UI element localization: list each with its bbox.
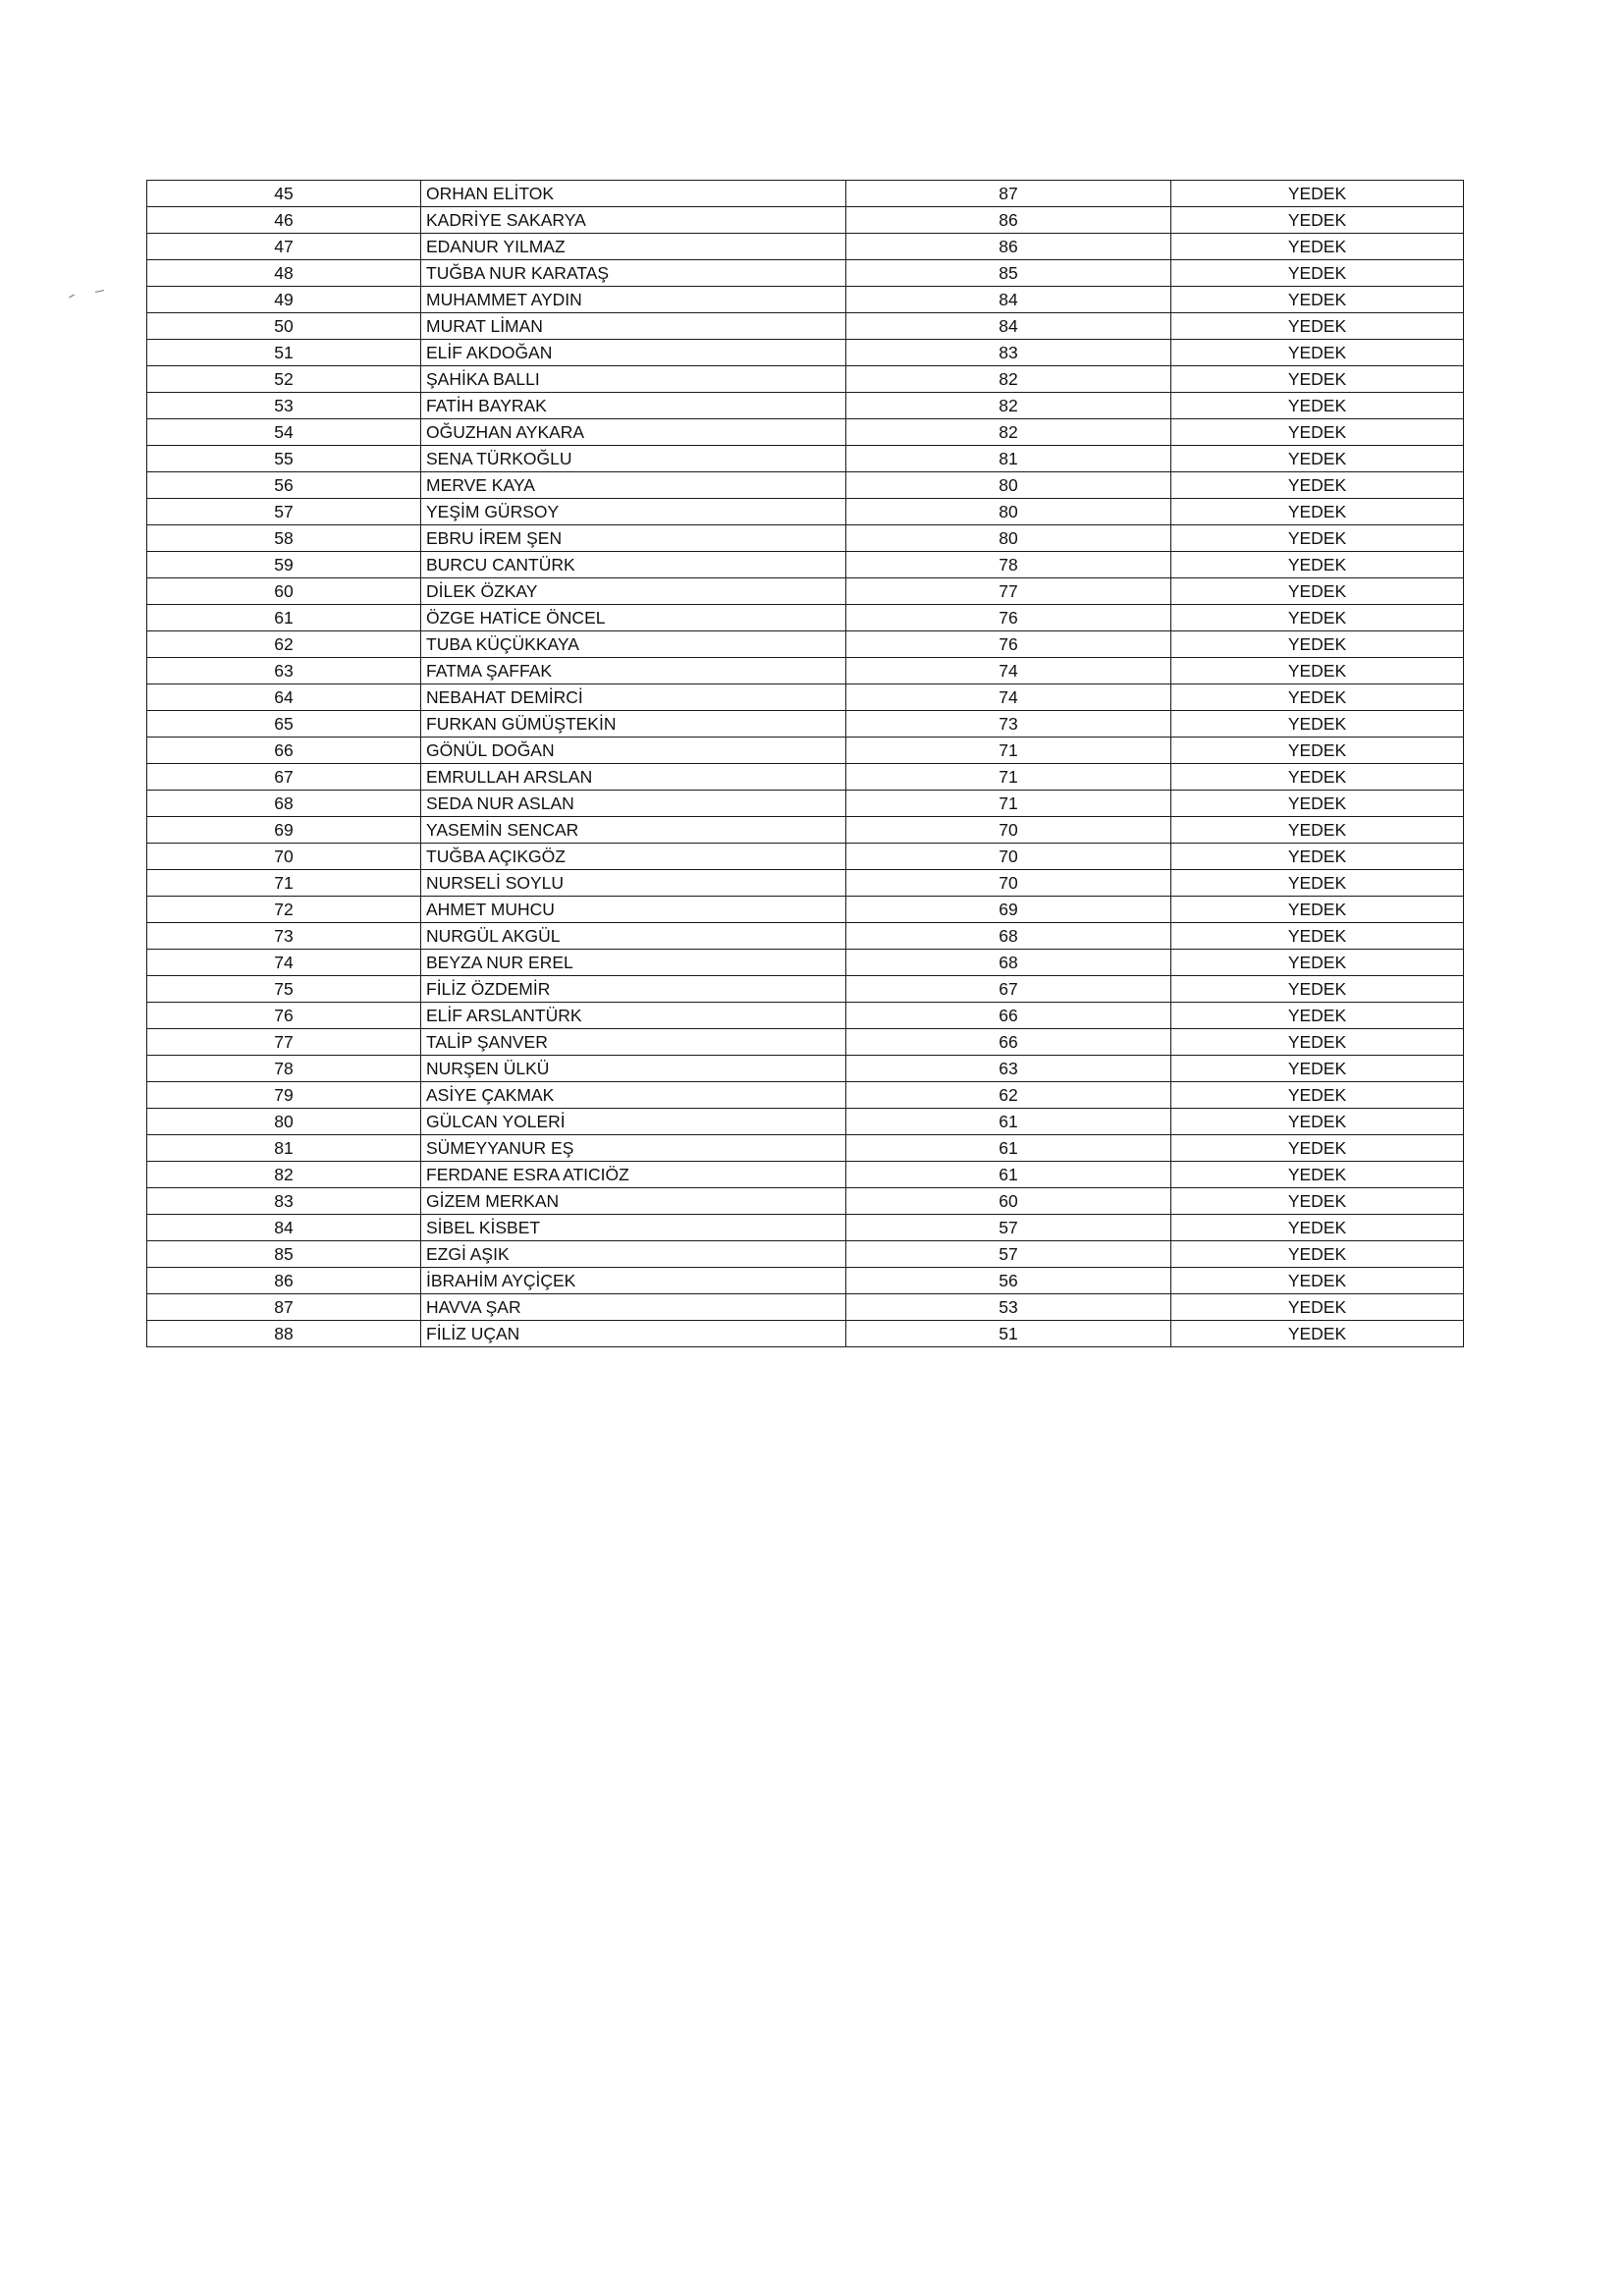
table-row (147, 1188, 1464, 1215)
table-row (147, 234, 1464, 260)
row-number-cell: 57 (147, 499, 421, 525)
table-row (147, 181, 1464, 207)
row-number-cell: 82 (147, 1162, 421, 1188)
row-number-cell: 70 (147, 844, 421, 870)
status-cell: YEDEK (1171, 1082, 1464, 1109)
table-row (147, 738, 1464, 764)
row-number-cell: 58 (147, 525, 421, 552)
table-row (147, 1268, 1464, 1294)
table-row (147, 791, 1464, 817)
table-row (147, 366, 1464, 393)
status-cell: YEDEK (1171, 1162, 1464, 1188)
status-cell: YEDEK (1171, 525, 1464, 552)
status-cell: YEDEK (1171, 1321, 1464, 1347)
row-number-cell: 72 (147, 897, 421, 923)
table-row (147, 976, 1464, 1003)
status-cell: YEDEK (1171, 366, 1464, 393)
status-cell: YEDEK (1171, 950, 1464, 976)
score-cell: 66 (846, 1003, 1171, 1029)
row-number-cell: 55 (147, 446, 421, 472)
row-number-cell: 48 (147, 260, 421, 287)
status-cell: YEDEK (1171, 472, 1464, 499)
table-row (147, 499, 1464, 525)
table-row (147, 711, 1464, 738)
row-number-cell: 62 (147, 631, 421, 658)
table-row (147, 393, 1464, 419)
name-cell: FURKAN GÜMÜŞTEKİN (421, 711, 846, 738)
score-cell: 86 (846, 234, 1171, 260)
reserve-list-table (146, 180, 1464, 1347)
table-row (147, 631, 1464, 658)
status-cell: YEDEK (1171, 1268, 1464, 1294)
score-cell: 80 (846, 525, 1171, 552)
score-cell: 60 (846, 1188, 1171, 1215)
score-cell: 51 (846, 1321, 1171, 1347)
table-row (147, 1003, 1464, 1029)
name-cell: EBRU İREM ŞEN (421, 525, 846, 552)
score-cell: 71 (846, 738, 1171, 764)
name-cell: GİZEM MERKAN (421, 1188, 846, 1215)
table-row (147, 1082, 1464, 1109)
status-cell: YEDEK (1171, 658, 1464, 684)
row-number-cell: 65 (147, 711, 421, 738)
status-cell: YEDEK (1171, 393, 1464, 419)
name-cell: FATİH BAYRAK (421, 393, 846, 419)
name-cell: NEBAHAT DEMİRCİ (421, 684, 846, 711)
table-row (147, 419, 1464, 446)
score-cell: 70 (846, 817, 1171, 844)
score-cell: 80 (846, 499, 1171, 525)
row-number-cell: 85 (147, 1241, 421, 1268)
row-number-cell: 63 (147, 658, 421, 684)
score-cell: 83 (846, 340, 1171, 366)
name-cell: ŞAHİKA BALLI (421, 366, 846, 393)
table-row (147, 1056, 1464, 1082)
score-cell: 69 (846, 897, 1171, 923)
score-cell: 61 (846, 1135, 1171, 1162)
name-cell: İBRAHİM AYÇİÇEK (421, 1268, 846, 1294)
name-cell: BURCU CANTÜRK (421, 552, 846, 578)
name-cell: GÖNÜL DOĞAN (421, 738, 846, 764)
table-row (147, 870, 1464, 897)
score-cell: 82 (846, 393, 1171, 419)
table-row (147, 844, 1464, 870)
name-cell: ELİF AKDOĞAN (421, 340, 846, 366)
name-cell: FATMA ŞAFFAK (421, 658, 846, 684)
status-cell: YEDEK (1171, 605, 1464, 631)
status-cell: YEDEK (1171, 1029, 1464, 1056)
status-cell: YEDEK (1171, 1109, 1464, 1135)
status-cell: YEDEK (1171, 1188, 1464, 1215)
table-row (147, 817, 1464, 844)
score-cell: 70 (846, 844, 1171, 870)
name-cell: EZGİ AŞIK (421, 1241, 846, 1268)
row-number-cell: 88 (147, 1321, 421, 1347)
name-cell: ASİYE ÇAKMAK (421, 1082, 846, 1109)
score-cell: 57 (846, 1215, 1171, 1241)
status-cell: YEDEK (1171, 764, 1464, 791)
row-number-cell: 50 (147, 313, 421, 340)
status-cell: YEDEK (1171, 738, 1464, 764)
status-cell: YEDEK (1171, 1241, 1464, 1268)
row-number-cell: 83 (147, 1188, 421, 1215)
score-cell: 68 (846, 950, 1171, 976)
name-cell: ÖZGE HATİCE ÖNCEL (421, 605, 846, 631)
score-cell: 76 (846, 605, 1171, 631)
row-number-cell: 86 (147, 1268, 421, 1294)
score-cell: 78 (846, 552, 1171, 578)
row-number-cell: 52 (147, 366, 421, 393)
row-number-cell: 77 (147, 1029, 421, 1056)
status-cell: YEDEK (1171, 1215, 1464, 1241)
table-row (147, 1241, 1464, 1268)
table-row (147, 605, 1464, 631)
name-cell: ORHAN ELİTOK (421, 181, 846, 207)
row-number-cell: 66 (147, 738, 421, 764)
score-cell: 61 (846, 1109, 1171, 1135)
name-cell: BEYZA NUR EREL (421, 950, 846, 976)
table-row (147, 525, 1464, 552)
score-cell: 85 (846, 260, 1171, 287)
name-cell: AHMET MUHCU (421, 897, 846, 923)
table-row (147, 1162, 1464, 1188)
row-number-cell: 81 (147, 1135, 421, 1162)
status-cell: YEDEK (1171, 578, 1464, 605)
row-number-cell: 84 (147, 1215, 421, 1241)
table-row (147, 578, 1464, 605)
row-number-cell: 60 (147, 578, 421, 605)
score-cell: 80 (846, 472, 1171, 499)
row-number-cell: 78 (147, 1056, 421, 1082)
table-row (147, 1029, 1464, 1056)
table-row (147, 1294, 1464, 1321)
name-cell: MERVE KAYA (421, 472, 846, 499)
status-cell: YEDEK (1171, 711, 1464, 738)
name-cell: TALİP ŞANVER (421, 1029, 846, 1056)
table-row (147, 923, 1464, 950)
table-row (147, 684, 1464, 711)
row-number-cell: 67 (147, 764, 421, 791)
score-cell: 81 (846, 446, 1171, 472)
row-number-cell: 49 (147, 287, 421, 313)
name-cell: ELİF ARSLANTÜRK (421, 1003, 846, 1029)
name-cell: MURAT LİMAN (421, 313, 846, 340)
name-cell: YASEMİN SENCAR (421, 817, 846, 844)
score-cell: 67 (846, 976, 1171, 1003)
score-cell: 84 (846, 287, 1171, 313)
name-cell: HAVVA ŞAR (421, 1294, 846, 1321)
score-cell: 63 (846, 1056, 1171, 1082)
status-cell: YEDEK (1171, 313, 1464, 340)
status-cell: YEDEK (1171, 897, 1464, 923)
score-cell: 70 (846, 870, 1171, 897)
status-cell: YEDEK (1171, 976, 1464, 1003)
table-row (147, 950, 1464, 976)
table-row (147, 1135, 1464, 1162)
score-cell: 86 (846, 207, 1171, 234)
name-cell: TUBA KÜÇÜKKAYA (421, 631, 846, 658)
table-row (147, 313, 1464, 340)
row-number-cell: 87 (147, 1294, 421, 1321)
name-cell: KADRİYE SAKARYA (421, 207, 846, 234)
reserve-list-body (147, 181, 1464, 1347)
table-row (147, 658, 1464, 684)
status-cell: YEDEK (1171, 791, 1464, 817)
status-cell: YEDEK (1171, 419, 1464, 446)
status-cell: YEDEK (1171, 870, 1464, 897)
scan-mark (95, 290, 104, 293)
name-cell: SİBEL KİSBET (421, 1215, 846, 1241)
row-number-cell: 71 (147, 870, 421, 897)
table-row (147, 1321, 1464, 1347)
status-cell: YEDEK (1171, 552, 1464, 578)
status-cell: YEDEK (1171, 287, 1464, 313)
row-number-cell: 53 (147, 393, 421, 419)
table-row (147, 207, 1464, 234)
row-number-cell: 76 (147, 1003, 421, 1029)
score-cell: 57 (846, 1241, 1171, 1268)
status-cell: YEDEK (1171, 340, 1464, 366)
score-cell: 77 (846, 578, 1171, 605)
score-cell: 71 (846, 764, 1171, 791)
score-cell: 53 (846, 1294, 1171, 1321)
score-cell: 74 (846, 658, 1171, 684)
row-number-cell: 80 (147, 1109, 421, 1135)
score-cell: 56 (846, 1268, 1171, 1294)
row-number-cell: 61 (147, 605, 421, 631)
score-cell: 62 (846, 1082, 1171, 1109)
name-cell: TUĞBA AÇIKGÖZ (421, 844, 846, 870)
status-cell: YEDEK (1171, 1294, 1464, 1321)
name-cell: EMRULLAH ARSLAN (421, 764, 846, 791)
row-number-cell: 68 (147, 791, 421, 817)
name-cell: DİLEK ÖZKAY (421, 578, 846, 605)
scan-mark (69, 295, 75, 299)
name-cell: SENA TÜRKOĞLU (421, 446, 846, 472)
row-number-cell: 75 (147, 976, 421, 1003)
name-cell: EDANUR YILMAZ (421, 234, 846, 260)
score-cell: 71 (846, 791, 1171, 817)
status-cell: YEDEK (1171, 260, 1464, 287)
score-cell: 76 (846, 631, 1171, 658)
name-cell: FERDANE ESRA ATICIÖZ (421, 1162, 846, 1188)
name-cell: SEDA NUR ASLAN (421, 791, 846, 817)
score-cell: 82 (846, 366, 1171, 393)
table-row (147, 446, 1464, 472)
name-cell: FİLİZ UÇAN (421, 1321, 846, 1347)
name-cell: SÜMEYYANUR EŞ (421, 1135, 846, 1162)
status-cell: YEDEK (1171, 684, 1464, 711)
score-cell: 82 (846, 419, 1171, 446)
score-cell: 66 (846, 1029, 1171, 1056)
status-cell: YEDEK (1171, 1003, 1464, 1029)
row-number-cell: 47 (147, 234, 421, 260)
table-row (147, 287, 1464, 313)
name-cell: YEŞİM GÜRSOY (421, 499, 846, 525)
row-number-cell: 51 (147, 340, 421, 366)
table-row (147, 1109, 1464, 1135)
status-cell: YEDEK (1171, 181, 1464, 207)
score-cell: 74 (846, 684, 1171, 711)
table-row (147, 764, 1464, 791)
name-cell: MUHAMMET AYDIN (421, 287, 846, 313)
status-cell: YEDEK (1171, 499, 1464, 525)
status-cell: YEDEK (1171, 446, 1464, 472)
status-cell: YEDEK (1171, 234, 1464, 260)
row-number-cell: 74 (147, 950, 421, 976)
name-cell: OĞUZHAN AYKARA (421, 419, 846, 446)
name-cell: TUĞBA NUR KARATAŞ (421, 260, 846, 287)
row-number-cell: 79 (147, 1082, 421, 1109)
score-cell: 73 (846, 711, 1171, 738)
row-number-cell: 56 (147, 472, 421, 499)
row-number-cell: 64 (147, 684, 421, 711)
score-cell: 61 (846, 1162, 1171, 1188)
name-cell: NURGÜL AKGÜL (421, 923, 846, 950)
status-cell: YEDEK (1171, 1056, 1464, 1082)
table-row (147, 472, 1464, 499)
table-row (147, 897, 1464, 923)
name-cell: NURSELİ SOYLU (421, 870, 846, 897)
row-number-cell: 73 (147, 923, 421, 950)
name-cell: GÜLCAN YOLERİ (421, 1109, 846, 1135)
status-cell: YEDEK (1171, 923, 1464, 950)
row-number-cell: 46 (147, 207, 421, 234)
status-cell: YEDEK (1171, 844, 1464, 870)
table-row (147, 260, 1464, 287)
status-cell: YEDEK (1171, 207, 1464, 234)
row-number-cell: 69 (147, 817, 421, 844)
name-cell: FİLİZ ÖZDEMİR (421, 976, 846, 1003)
status-cell: YEDEK (1171, 631, 1464, 658)
table-row (147, 1215, 1464, 1241)
name-cell: NURŞEN ÜLKÜ (421, 1056, 846, 1082)
score-cell: 68 (846, 923, 1171, 950)
row-number-cell: 54 (147, 419, 421, 446)
score-cell: 84 (846, 313, 1171, 340)
row-number-cell: 45 (147, 181, 421, 207)
row-number-cell: 59 (147, 552, 421, 578)
table-row (147, 552, 1464, 578)
table-row (147, 340, 1464, 366)
score-cell: 87 (846, 181, 1171, 207)
status-cell: YEDEK (1171, 817, 1464, 844)
status-cell: YEDEK (1171, 1135, 1464, 1162)
